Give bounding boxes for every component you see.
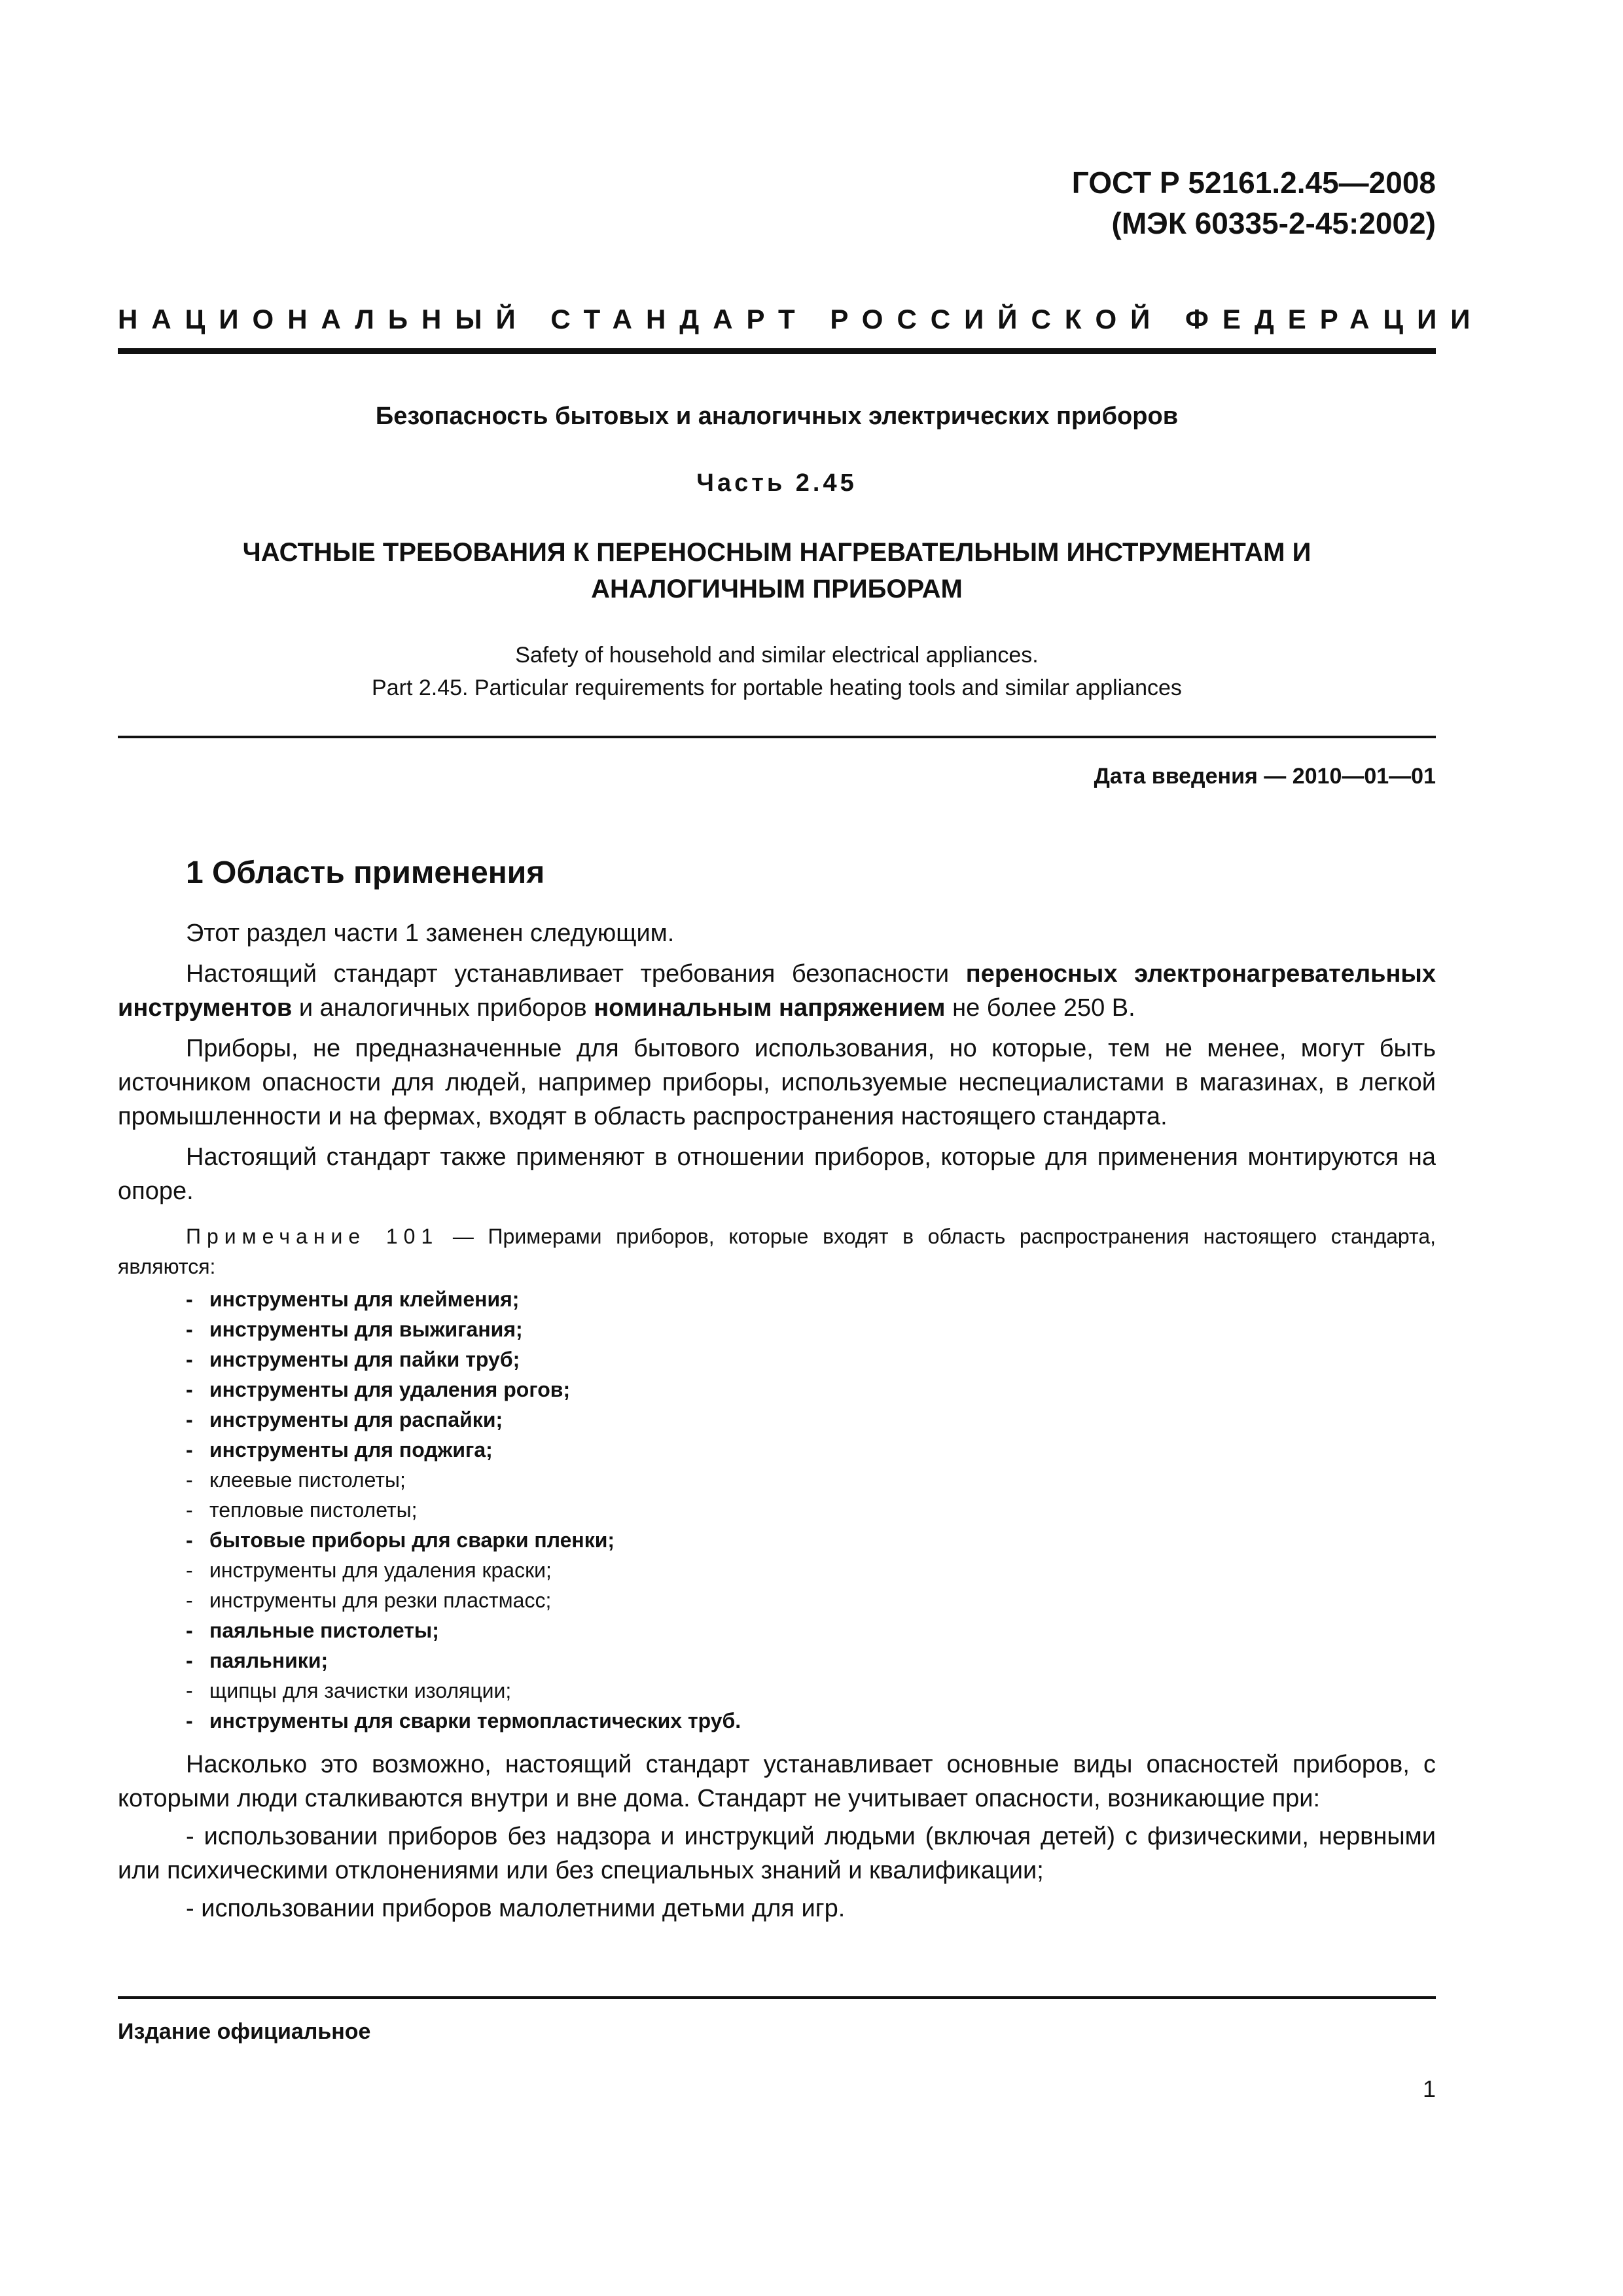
list-dash: - bbox=[186, 1438, 193, 1462]
title-rule bbox=[118, 736, 1436, 738]
list-item bbox=[186, 1676, 1436, 1706]
introduction-date: Дата введения — 2010—01—01 bbox=[1094, 764, 1436, 789]
paragraph-replacement: Этот раздел части 1 заменен следующим. bbox=[186, 920, 675, 947]
list-item-text: инструменты для сварки термопластических труб. bbox=[209, 1709, 741, 1732]
list-item bbox=[186, 1706, 1436, 1736]
list-dash: - bbox=[186, 1679, 193, 1702]
part-label: Часть 2.45 bbox=[696, 469, 857, 497]
section-title: 1 Область применения bbox=[186, 855, 545, 890]
list-item bbox=[186, 1495, 1436, 1525]
list-item-text: бытовые приборы для сварки пленки; bbox=[209, 1528, 615, 1552]
note-text: — Примерами приборов, которые входят в область распространения настоящего стандарта, являются: bbox=[118, 1225, 1436, 1278]
english-title bbox=[118, 639, 1436, 704]
list-dash: - bbox=[186, 1588, 193, 1612]
footer-rule bbox=[118, 1996, 1436, 1999]
english-title-line2: Part 2.45. Particular requirements for portable heating tools and similar appliances bbox=[372, 675, 1182, 700]
list-item-text: инструменты для удаления краски; bbox=[209, 1558, 552, 1582]
list-item-text: инструменты для удаления рогов; bbox=[209, 1378, 571, 1401]
paragraph-hazard-supervision: - использовании приборов без надзора и инструкций людьми (включая детей) с физическими, нервными или психическими отклонениями или без специальных знаний и квалификации; bbox=[118, 1823, 1436, 1884]
examples-list bbox=[118, 1284, 1436, 1736]
list-dash: - bbox=[186, 1528, 193, 1552]
note-101 bbox=[118, 1221, 1436, 1282]
paragraph-non-household: Приборы, не предназначенные для бытового использования, но которые, тем не менее, могут быть источником опасности для людей, например приборы, используемые неспециалистами в магазинах, в легкой промышленности и на фермах, входят в область распространения настоящего стандарта. bbox=[118, 1035, 1436, 1130]
specific-title-line2: АНАЛОГИЧНЫМ ПРИБОРАМ bbox=[591, 575, 963, 603]
list-dash: - bbox=[186, 1348, 193, 1371]
list-item-text: тепловые пистолеты; bbox=[209, 1498, 418, 1522]
list-item-text: инструменты для распайки; bbox=[209, 1408, 503, 1431]
list-dash: - bbox=[186, 1558, 193, 1582]
paragraph-hazards: Насколько это возможно, настоящий стандарт устанавливает основные виды опасностей приборов, с которыми люди сталкиваются внутри и вне дома. Стандарт не учитывает опасности, возникающие при: bbox=[118, 1751, 1436, 1812]
specific-title bbox=[118, 534, 1436, 607]
list-item-text: инструменты для клеймения; bbox=[209, 1287, 520, 1311]
list-dash: - bbox=[186, 1378, 193, 1401]
header-rule bbox=[118, 348, 1436, 354]
list-item bbox=[186, 1374, 1436, 1405]
list-item-text: щипцы для зачистки изоляции; bbox=[209, 1679, 512, 1702]
document-title: Безопасность бытовых и аналогичных электрических приборов bbox=[375, 403, 1179, 430]
standard-code: ГОСТ Р 52161.2.45—2008 bbox=[1071, 166, 1436, 200]
list-dash: - bbox=[186, 1408, 193, 1431]
list-item-text: паяльники; bbox=[209, 1649, 329, 1672]
list-item bbox=[186, 1435, 1436, 1465]
list-dash: - bbox=[186, 1709, 193, 1732]
paragraph-hazard-children: - использовании приборов малолетними детьми для игр. bbox=[186, 1895, 846, 1922]
list-item bbox=[186, 1284, 1436, 1314]
list-dash: - bbox=[186, 1649, 193, 1672]
edition-label: Издание официальное bbox=[118, 2019, 371, 2044]
list-item bbox=[186, 1645, 1436, 1676]
english-title-line1: Safety of household and similar electrical appliances. bbox=[515, 643, 1039, 668]
specific-title-line1: ЧАСТНЫЕ ТРЕБОВАНИЯ К ПЕРЕНОСНЫМ НАГРЕВАТЕЛЬНЫМ ИНСТРУМЕНТАМ И bbox=[242, 538, 1311, 567]
paragraph-scope: Настоящий стандарт устанавливает требования безопасности переносных электронагревательных инструментов и аналогичных приборов номинальным напряжением не более 250 В. bbox=[118, 960, 1436, 1022]
list-item bbox=[186, 1615, 1436, 1645]
list-dash: - bbox=[186, 1468, 193, 1492]
list-item bbox=[186, 1525, 1436, 1555]
list-item bbox=[186, 1314, 1436, 1344]
page-number: 1 bbox=[1422, 2075, 1436, 2102]
list-dash: - bbox=[186, 1318, 193, 1341]
list-item-text: инструменты для резки пластмасс; bbox=[209, 1588, 552, 1612]
list-item-text: инструменты для поджига; bbox=[209, 1438, 493, 1462]
list-item bbox=[186, 1555, 1436, 1585]
list-dash: - bbox=[186, 1287, 193, 1311]
paragraph-mounted: Настоящий стандарт также применяют в отношении приборов, которые для применения монтируются на опоре. bbox=[118, 1143, 1436, 1205]
list-item bbox=[186, 1405, 1436, 1435]
list-item-text: клеевые пистолеты; bbox=[209, 1468, 406, 1492]
list-item-text: паяльные пистолеты; bbox=[209, 1619, 439, 1642]
list-item bbox=[186, 1465, 1436, 1495]
national-standard-banner: НАЦИОНАЛЬНЫЙ СТАНДАРТ РОССИЙСКОЙ ФЕДЕРАЦИИ bbox=[118, 304, 1484, 334]
list-item bbox=[186, 1585, 1436, 1615]
list-dash: - bbox=[186, 1619, 193, 1642]
note-label: Примечание 101 bbox=[186, 1225, 439, 1248]
list-item-text: инструменты для выжигания; bbox=[209, 1318, 523, 1341]
list-item-text: инструменты для пайки труб; bbox=[209, 1348, 520, 1371]
section-body bbox=[118, 916, 1436, 1929]
iec-reference: (МЭК 60335-2-45:2002) bbox=[1111, 206, 1436, 240]
list-dash: - bbox=[186, 1498, 193, 1522]
list-item bbox=[186, 1344, 1436, 1374]
